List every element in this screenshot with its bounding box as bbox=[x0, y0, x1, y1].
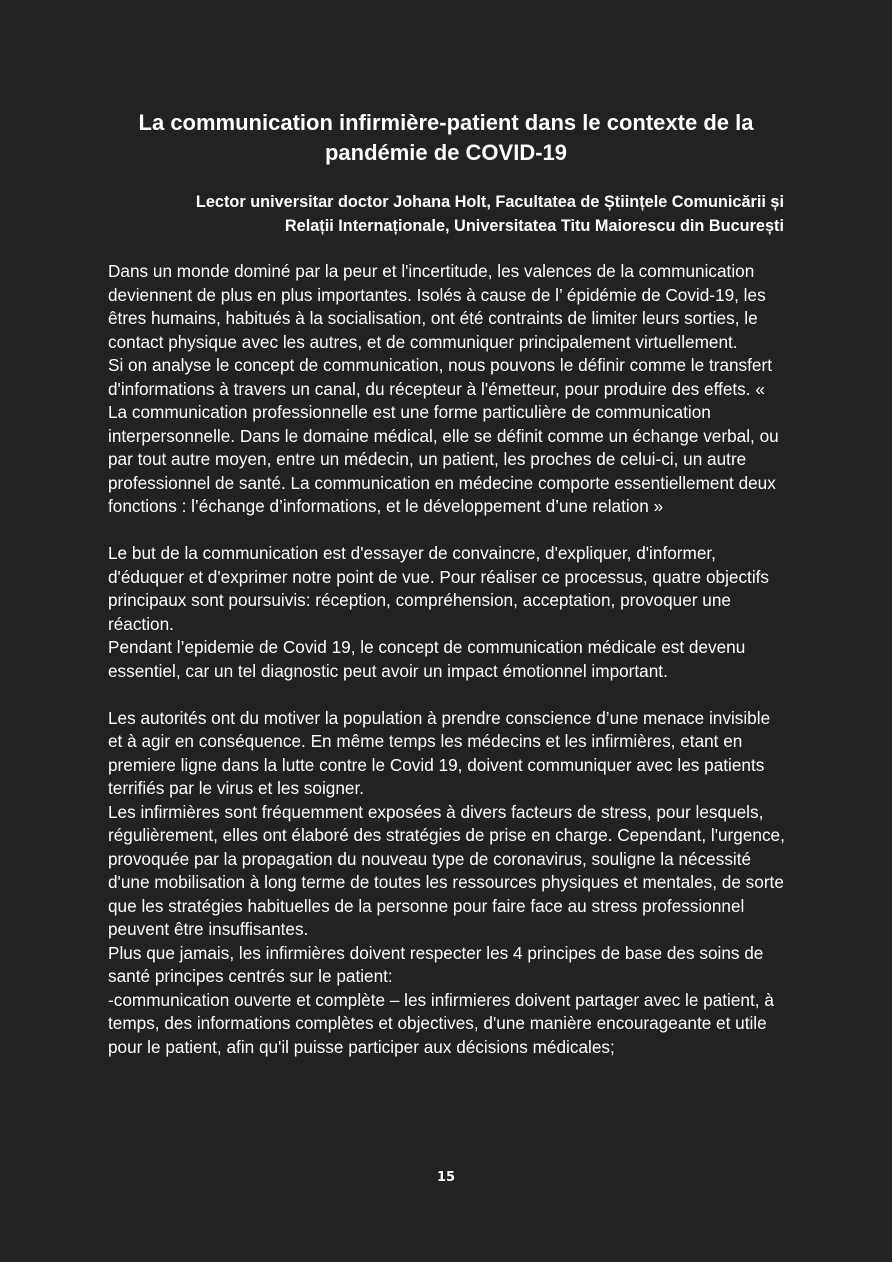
document-body bbox=[108, 260, 788, 1059]
paragraph-gap bbox=[108, 519, 788, 543]
paragraph: Le but de la communication est d'essayer de convaincre, d'expliquer, d'informer, d'éduquer et d'exprimer notre point de vue. Pour réaliser ce processus, quatre objectifs principaux sont poursuivis: réception, compréhension, acceptation, provoquer une réaction. bbox=[108, 543, 770, 634]
author-line-2: Relații Internaționale, Universitatea Titu Maiorescu din București bbox=[284, 217, 784, 235]
paragraph: Pendant l’epidemie de Covid 19, le concept de communication médicale est devenu essentiel, car un tel diagnostic peut avoir un impact émotionnel important. bbox=[108, 637, 746, 681]
paragraph: -communication ouverte et complète – les infirmieres doivent partager avec le patient, à temps, des informations complètes et objectives, d'une manière encourageante et utile pour le patient, afin qu'il puisse participer aux décisions médicales; bbox=[108, 989, 774, 1057]
page-number: 15 bbox=[436, 1170, 456, 1185]
paragraph: Les infirmières sont fréquemment exposées à divers facteurs de stress, pour lesquels, régulièrement, elles ont élaboré des stratégies de prise en charge. Cependant, l'urgence, provoquée par la propagation du nouveau type de coronavirus, souligne la nécessité d'une mobilisation à long terme de toutes les ressources physiques et mentales, de sorte que les stratégies habituelles de la personne pour faire face au stress professionnel peuvent être insuffisantes. bbox=[108, 801, 785, 939]
paragraph: Plus que jamais, les infirmières doivent respecter les 4 principes de base des soins de santé principes centrés sur le patient: bbox=[108, 942, 764, 986]
paragraph: Si on analyse le concept de communication, nous pouvons le définir comme le transfert d'informations à travers un canal, du récepteur à l'émetteur, pour produire des effets. « La communication professionnelle est une forme particulière de communication interpersonnelle. Dans le domaine médical, elle se définit comme un échange verbal, ou par tout autre moyen, entre un médecin, un patient, les proches de celui-ci, un autre professionnel de santé. La communication en médecine comporte essentiellement deux fonctions : l’échange d’informations, et le développement d’une relation » bbox=[108, 355, 779, 516]
document-page bbox=[108, 108, 788, 1059]
document-title: La communication infirmière-patient dans le contexte de la pandémie de COVID-19 bbox=[138, 110, 754, 165]
paragraph: Les autorités ont du motiver la population à prendre conscience d’une menace invisible et à agir en conséquence. En même temps les médecins et les infirmières, etant en premiere ligne dans la lutte contre le Covid 19, doivent communiquer avec les patients terrifiés par le virus et les soigner. bbox=[108, 707, 771, 798]
paragraph: Dans un monde dominé par la peur et l'incertitude, les valences de la communication deviennent de plus en plus importantes. Isolés à cause de l’ épidémie de Covid-19, les êtres humains, habitués à la socialisation, ont été contraints de limiter leurs sorties, le contact physique avec les autres, et de communiquer principalement virtuellement. bbox=[108, 261, 766, 352]
paragraph-gap bbox=[108, 683, 788, 707]
author-affiliation bbox=[108, 190, 784, 238]
author-line-1: Lector universitar doctor Johana Holt, Facultatea de Științele Comunicării și bbox=[195, 193, 784, 211]
